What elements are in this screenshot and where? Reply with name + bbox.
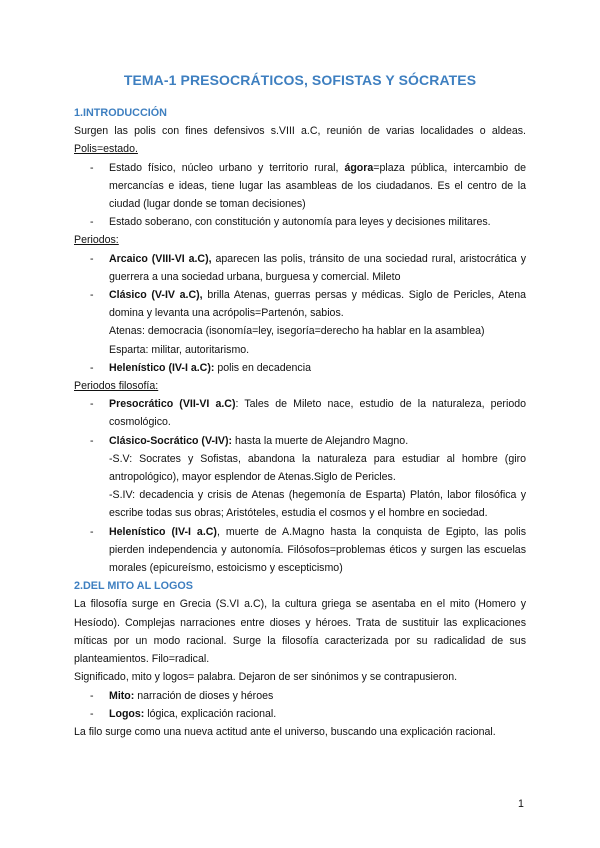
list-item: - Arcaico (VIII-VI a.C), aparecen las polis, tránsito de una sociedad rural, aristocrática y guerrera a una sociedad urbana, burguesa y comercial. Mileto xyxy=(90,252,527,283)
list-item: - Clásico-Socrático (V-IV): hasta la muerte de Alejandro Magno. xyxy=(90,434,409,447)
list-subline: -S.V: Socrates y Sofistas, abandona la naturaleza para estudiar al hombre (giro antropológico), mayor esplendor de Atenas.Siglo de Pericles. xyxy=(109,452,526,484)
list-item: - Estado soberano, con constitución y autonomía para leyes y decisiones militares. xyxy=(90,216,491,229)
paragraph: Surgen las polis con fines defensivos s.VIII a.C, reunión de varias localidades o aldeas. Polis=estado. xyxy=(74,125,526,156)
list-item: - Mito: narración de dioses y héroes xyxy=(90,689,274,702)
list-item: - Presocrático (VII-VI a.C): Tales de Mileto nace, estudio de la naturaleza, periodo cosmológico. xyxy=(90,398,526,429)
list-item: - Helenístico (IV-I a.C), muerte de A.Magno hasta la conquista de Egipto, las polis pierden independencia y autonomía. Filósofos=problemas éticos y surgen las escuelas morales (epicureísmo, estoicismo y escepticismo) xyxy=(90,525,526,575)
list-item: - Helenístico (IV-I a.C): polis en decadencia xyxy=(90,361,311,374)
paragraph: Significado, mito y logos= palabra. Dejaron de ser sinónimos y se contrapusieron. xyxy=(74,671,458,684)
page-number: 1 xyxy=(518,798,524,810)
list-subline: -S.IV: decadencia y crisis de Atenas (hegemonía de Esparta) Platón, labor filosófica y escribe todas sus obras; Aristóteles, estudia el cosmos y el hombre en sociedad. xyxy=(109,489,526,520)
subheading-periodos-filosofia: Periodos filosofía: xyxy=(74,380,159,393)
document-title: TEMA-1 PRESOCRÁTICOS, SOFISTAS Y SÓCRATES xyxy=(123,72,477,88)
subheading-periodos: Periodos: xyxy=(74,234,119,247)
paragraph: La filosofía surge en Grecia (S.VI a.C), la cultura griega se asentaba en el mito (Homero y Hesíodo). Complejas narraciones entre dioses y héroes. Trata de sustituir las explicaciones míticas por un modo racional. Surge la filosofía caracterizada por su radicalidad de sus planteamientos. Filo=radical. xyxy=(74,598,526,666)
list-item: - Logos: lógica, explicación racional. xyxy=(90,707,277,720)
section-heading-2: 2.DEL MITO AL LOGOS xyxy=(74,580,193,593)
paragraph: La filo surge como una nueva actitud ante el universo, buscando una explicación racional. xyxy=(74,725,496,738)
list-subline: Atenas: democracia (isonomía=ley, isegoría=derecho ha hablar en la asamblea) xyxy=(109,325,485,338)
section-heading-1: 1.INTRODUCCIÓN xyxy=(74,107,167,119)
document-body xyxy=(74,104,526,741)
list-subline: Esparta: militar, autoritarismo. xyxy=(109,343,250,356)
list-item: - Estado físico, núcleo urbano y territorio rural, ágora=plaza pública, intercambio de mercancías e ideas, tiene lugar las asambleas de los ciudadanos. Es el centro de la ciudad (lugar donde se toman decisiones) xyxy=(90,161,526,211)
list-item: - Clásico (V-IV a.C), brilla Atenas, guerras persas y médicas. Siglo de Pericles, Atena domina y levanta una acrópolis=Partenón, sabios. xyxy=(90,289,526,320)
